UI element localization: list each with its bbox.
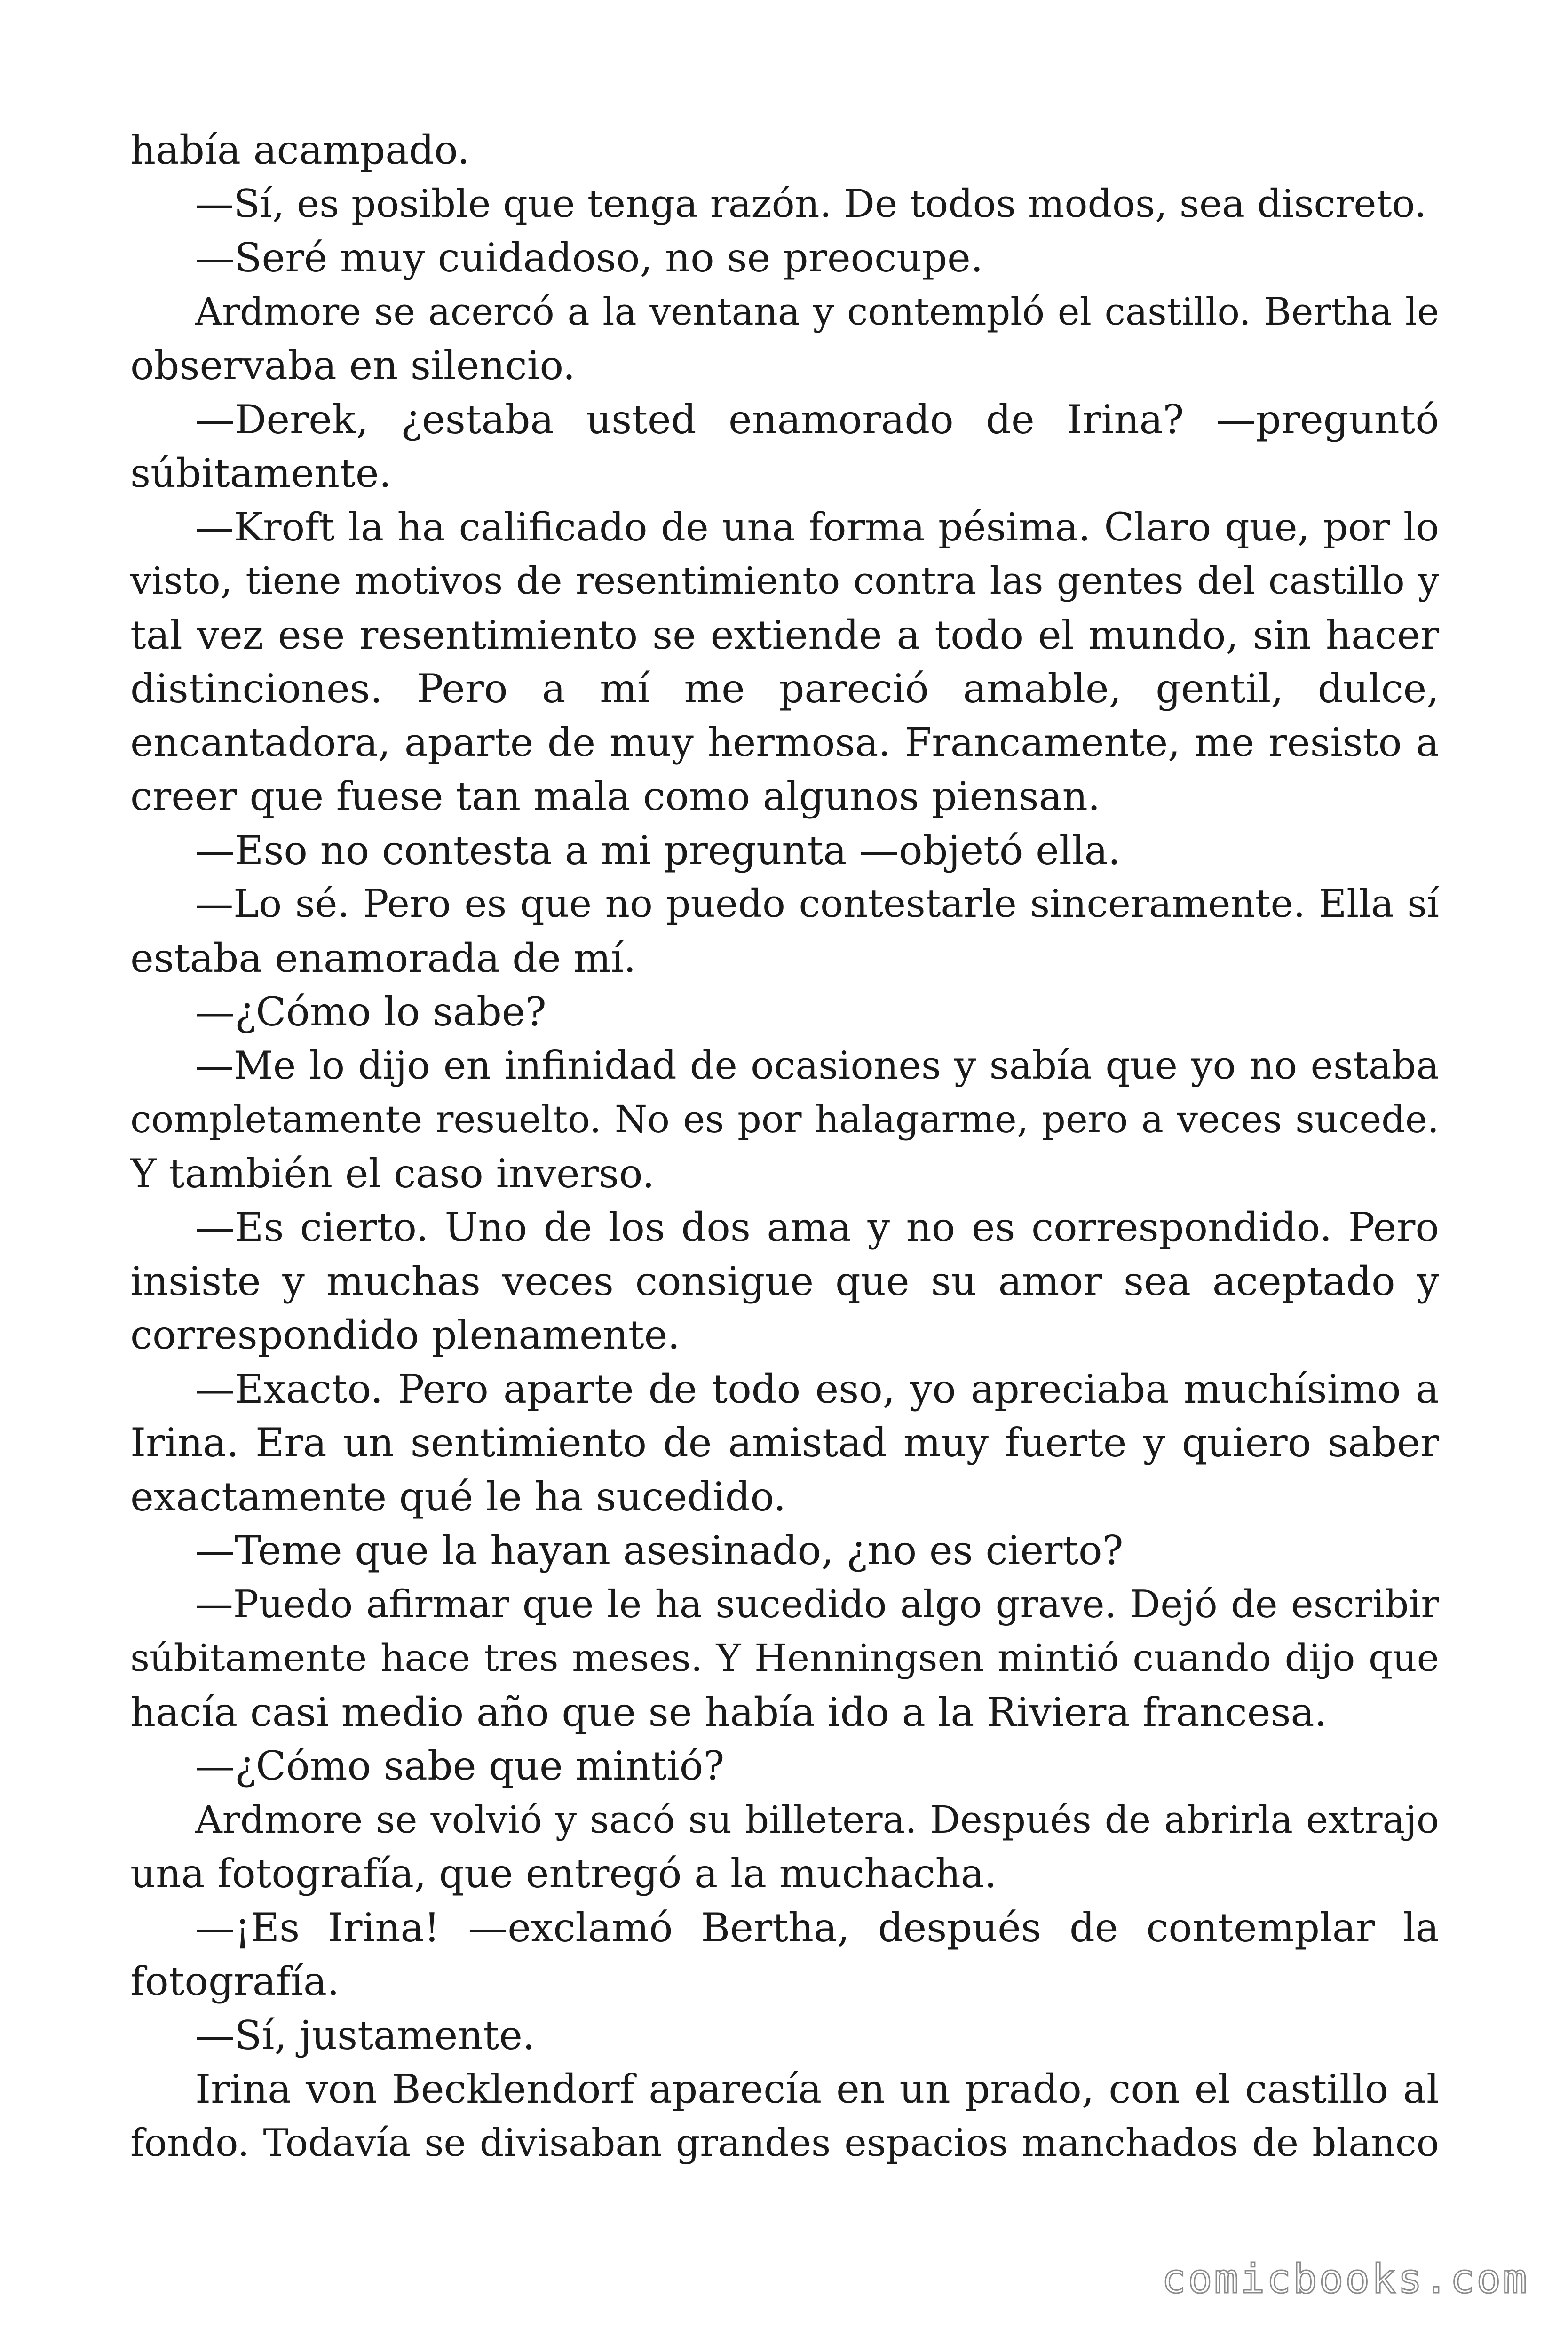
text-line: —Derek, ¿estaba usted enamorado de Irina? —preguntó <box>195 396 1439 443</box>
text-line: súbitamente hace tres meses. Y Henningsen mintió cuando dijo que <box>130 1636 1439 1680</box>
text-line: —Seré muy cuidadoso, no se preocupe. <box>195 235 983 281</box>
text-line: súbitamente. <box>130 450 392 496</box>
text-line: fondo. Todavía se divisaban grandes espacios manchados de blanco <box>130 2121 1439 2165</box>
text-line: —Eso no contesta a mi pregunta —objetó ella. <box>195 827 1121 874</box>
text-line: —Exacto. Pero aparte de todo eso, yo apreciaba muchísimo a <box>195 1366 1439 1412</box>
text-line: completamente resuelto. No es por halagarme, pero a veces sucede. <box>130 1097 1439 1141</box>
text-line: —¿Cómo lo sabe? <box>195 989 546 1035</box>
text-line: insiste y muchas veces consigue que su amor sea aceptado y <box>130 1258 1439 1304</box>
text-line: creer que fuese tan mala como algunos piensan. <box>130 773 1101 819</box>
text-line: —Puedo afirmar que le ha sucedido algo grave. Dejó de escribir <box>195 1582 1439 1627</box>
book-page-text <box>130 123 1439 2170</box>
text-line: exactamente qué le ha sucedido. <box>130 1473 786 1520</box>
text-line: Y también el caso inverso. <box>130 1150 655 1197</box>
text-line: —¿Cómo sabe que mintió? <box>195 1743 725 1789</box>
text-line: —Lo sé. Pero es que no puedo contestarle sinceramente. Ella sí <box>195 882 1439 926</box>
site-watermark: comicbooks.com <box>1162 2256 1529 2303</box>
text-line: visto, tiene motivos de resentimiento contra las gentes del castillo y <box>130 559 1439 603</box>
text-line: correspondido plenamente. <box>130 1312 681 1358</box>
text-line: Ardmore se acercó a la ventana y contempló el castillo. Bertha le <box>195 290 1439 334</box>
text-line: —Sí, es posible que tenga razón. De todos modos, sea discreto. <box>195 181 1427 226</box>
text-line: —Me lo dijo en infinidad de ocasiones y sabía que yo no estaba <box>195 1043 1439 1088</box>
text-line: encantadora, aparte de muy hermosa. Francamente, me resisto a <box>130 719 1439 765</box>
text-line: había acampado. <box>130 127 470 173</box>
text-line: distinciones. Pero a mí me pareció amable, gentil, dulce, <box>130 666 1439 712</box>
text-line: Ardmore se volvió y sacó su billetera. Después de abrirla extrajo <box>195 1797 1439 1842</box>
text-line: estaba enamorada de mí. <box>130 935 636 981</box>
text-line: Irina von Becklendorf aparecía en un prado, con el castillo al <box>195 2066 1439 2112</box>
text-line: observaba en silencio. <box>130 342 576 389</box>
text-line: —¡Es Irina! —exclamó Bertha, después de contemplar la <box>195 1904 1439 1951</box>
text-line: tal vez ese resentimiento se extiende a todo el mundo, sin hacer <box>130 612 1439 658</box>
text-line: hacía casi medio año que se había ido a la Riviera francesa. <box>130 1689 1327 1735</box>
text-line: Irina. Era un sentimiento de amistad muy fuerte y quiero saber <box>130 1420 1439 1466</box>
text-line: una fotografía, que entregó a la muchacha. <box>130 1851 997 1897</box>
text-line: —Teme que la hayan asesinado, ¿no es cierto? <box>195 1527 1124 1573</box>
text-line: —Kroft la ha calificado de una forma pésima. Claro que, por lo <box>195 504 1439 550</box>
text-line: —Es cierto. Uno de los dos ama y no es correspondido. Pero <box>195 1204 1439 1250</box>
text-line: —Sí, justamente. <box>195 2012 535 2058</box>
text-line: fotografía. <box>130 1958 340 2004</box>
